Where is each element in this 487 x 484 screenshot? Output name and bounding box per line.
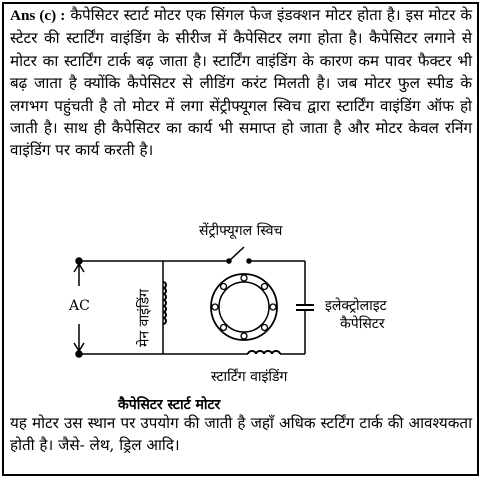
- capacitor-label-line1: इलेक्ट्रोलाइट: [325, 298, 387, 314]
- switch-contact-right: [247, 259, 251, 263]
- motor-stator-outer: [211, 274, 277, 340]
- starting-winding-label: स्टार्टिंग वाइंडिंग: [211, 369, 288, 385]
- starting-winding-coil: [248, 351, 280, 354]
- centrifugal-switch-blade: [229, 247, 244, 261]
- rotor-slots: [212, 275, 276, 339]
- answer-text: कैपेसिटर स्टार्ट मोटर एक सिंगल फेज इंडक्शन मोटर होता है। इस मोटर के स्टेटर की स्टार्टिंग वाइंडिंग के सीरीज में कैपेसिटर लगा होता है। कैपेसिटर लगाने से मोटर का स्टार्टिंग टार्क बढ़ जाता है। स्टार्टिंग वाइंडिंग के कारण कम पावर फैक्टर भी बढ़ जाता है क्योंकि कैपेसिटर से लीडिंग करंट मिलती है। जब मोटर फुल स्पीड के लगभग पहुंचती है तो मोटर में लगा सेंट्रीफ्यूगल स्विच द्वारा स्टार्टिंग वाइंडिंग ऑफ हो जाती है। साथ ही कैपेसिटर का कार्य भी समाप्त हो जाता है और मोटर केवल रनिंग वाइंडिंग पर कार्य करती है।: [10, 6, 473, 160]
- diagram-caption: कैपेसिटर स्टार्ट मोटर: [118, 397, 221, 413]
- motor-stator-inner: [219, 282, 269, 332]
- ac-supply-label: AC: [69, 298, 90, 314]
- capacitor-label-line2: कैपेसिटर: [340, 316, 385, 332]
- usage-paragraph: यह मोटर उस स्थान पर उपयोग की जाती है जहाँ अधिक स्टर्टिंग टार्क की आवश्यकता होती है। जैसे- लेथ, ड्रिल आदि।: [10, 414, 472, 455]
- answer-label: Ans (c) :: [10, 7, 66, 24]
- main-winding-label: मेन वाइंडिंग: [136, 289, 153, 347]
- centrifugal-switch-label: सेंट्रीफ्यूगल स्विच: [199, 223, 283, 239]
